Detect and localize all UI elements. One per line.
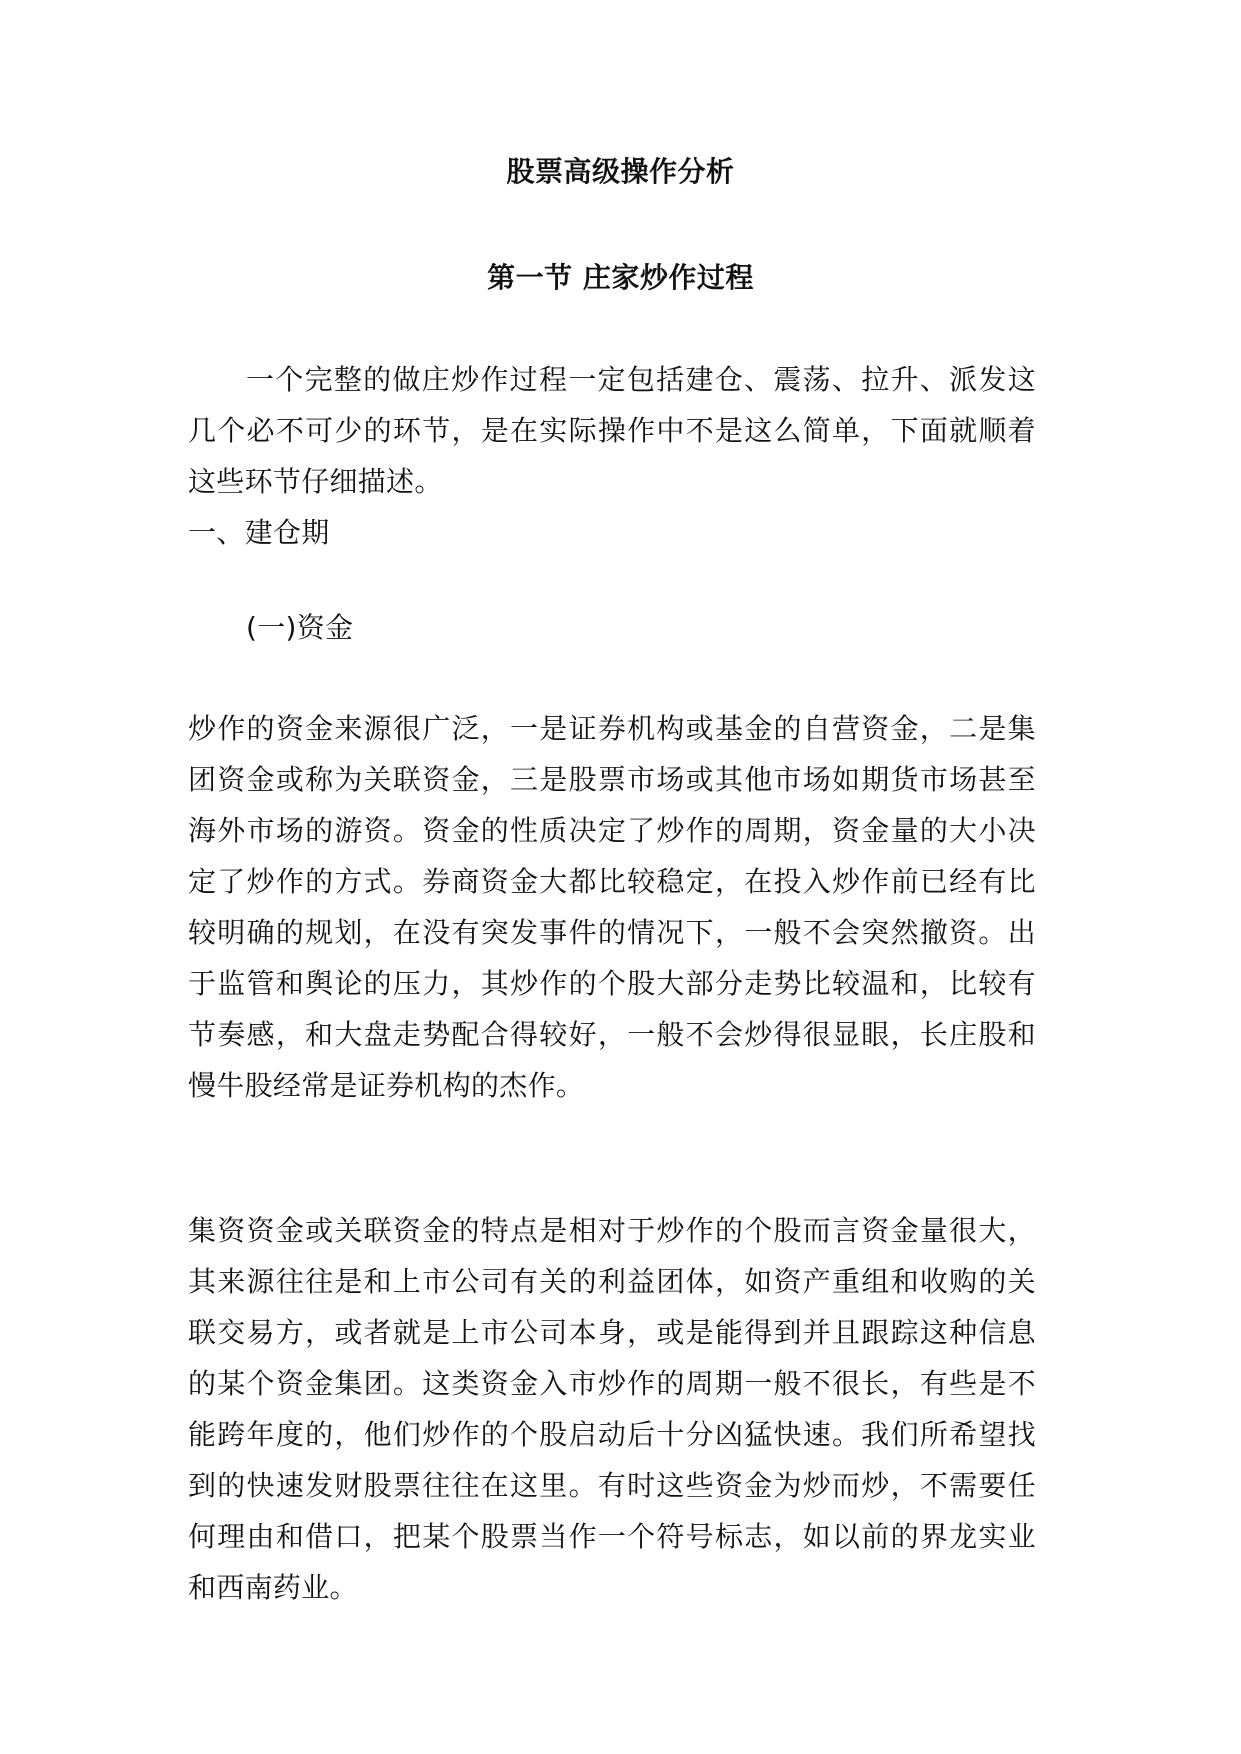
funds-subheading: (一)资金: [246, 611, 354, 644]
funds-paragraph-2: 集资资金或关联资金的特点是相对于炒作的个股而言资金量很大，其来源往往是和上市公司有关的利益团体，如资产重组和收购的关联交易方，或者就是上市公司本身，或是能得到并且跟踪这种信息的某个资金集团。这类资金入市炒作的周期一般不很长，有些是不能跨年度的，他们炒作的个股启动后十分凶猛快速。我们所希望找到的快速发财股票往往在这里。有时这些资金为炒而炒，不需要任何理由和借口，把某个股票当作一个符号标志，如以前的界龙实业和西南药业。: [188, 1214, 1036, 1604]
intro-paragraph: 一个完整的做庄炒作过程一定包括建仓、震荡、拉升、派发这几个必不可少的环节，是在实际操作中不是这么简单，下面就顺着这些环节仔细描述。: [188, 363, 1036, 498]
section-title: 第一节 庄家炒作过程: [487, 261, 754, 294]
document-title: 股票高级操作分析: [506, 155, 735, 188]
phase-heading: 一、建仓期: [188, 516, 330, 549]
funds-paragraph-1: 炒作的资金来源很广泛，一是证券机构或基金的自营资金，二是集团资金或称为关联资金，三是股票市场或其他市场如期货市场甚至海外市场的游资。资金的性质决定了炒作的周期，资金量的大小决定了炒作的方式。券商资金大都比较稳定，在投入炒作前已经有比较明确的规划，在没有突发事件的情况下，一般不会突然撤资。出于监管和舆论的压力，其炒作的个股大部分走势比较温和，比较有节奏感，和大盘走势配合得较好，一般不会炒得很显眼，长庄股和慢牛股经常是证券机构的杰作。: [188, 712, 1036, 1102]
